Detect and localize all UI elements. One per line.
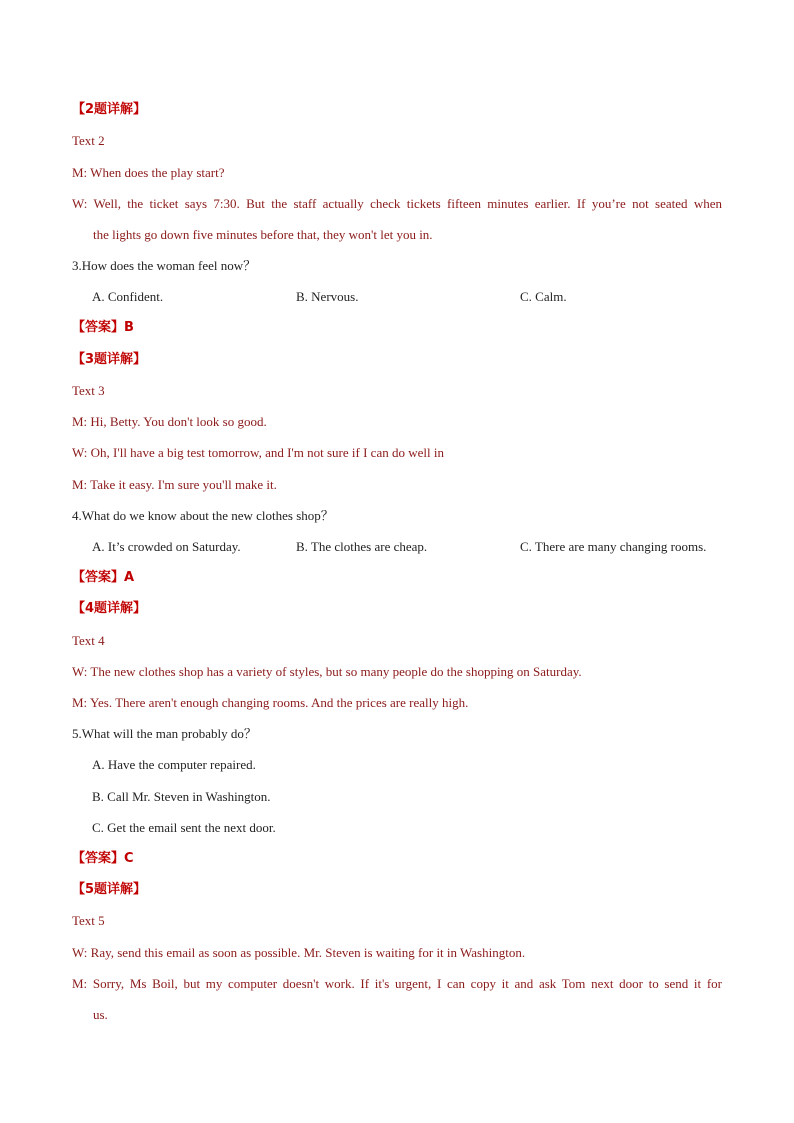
- section-3-heading: 【3题详解】: [72, 352, 147, 367]
- question-4: 4.What do we know about the new clothes shop？: [72, 508, 334, 523]
- text-3-line-1: M: Hi, Betty. You don't look so good.: [72, 414, 267, 429]
- text-4-line-1: W: The new clothes shop has a variety of styles, but so many people do the shopping on Saturday.: [72, 664, 582, 679]
- section-2-heading: 【2题详解】: [72, 102, 147, 117]
- question-4-answer: 【答案】A: [72, 570, 135, 585]
- text-5-line-2: M: Sorry, Ms Boil, but my computer doesn't work. If it's urgent, I can copy it and ask Tom next door to send it for: [72, 976, 722, 991]
- question-5-answer: 【答案】C: [72, 851, 134, 866]
- section-5-heading: 【5题详解】: [72, 882, 147, 897]
- question-5: 5.What will the man probably do？: [72, 726, 257, 741]
- text-4-label: Text 4: [72, 633, 105, 648]
- text-3-label: Text 3: [72, 383, 105, 398]
- text-3-line-3: M: Take it easy. I'm sure you'll make it.: [72, 477, 277, 492]
- section-4-heading: 【4题详解】: [72, 601, 147, 616]
- text-2-line-2-cont: the lights go down five minutes before that, they won't let you in.: [93, 227, 433, 242]
- question-3-option-b: B. Nervous.: [296, 289, 359, 304]
- question-3-option-a: A. Confident.: [92, 289, 164, 304]
- question-4-option-b: B. The clothes are cheap.: [296, 539, 428, 554]
- question-4-option-c: C. There are many changing rooms.: [520, 539, 707, 554]
- text-4-line-2: M: Yes. There aren't enough changing rooms. And the prices are really high.: [72, 695, 469, 710]
- text-5-line-1: W: Ray, send this email as soon as possible. Mr. Steven is waiting for it in Washington.: [72, 945, 526, 960]
- text-2-line-2: W: Well, the ticket says 7:30. But the staff actually check tickets fifteen minutes earlier. If you’re not seated when: [72, 196, 722, 211]
- question-5-option-a: A. Have the computer repaired.: [92, 757, 256, 772]
- text-2-line-1: M: When does the play start?: [72, 165, 225, 180]
- text-5-label: Text 5: [72, 913, 105, 928]
- question-5-option-c: C. Get the email sent the next door.: [92, 820, 276, 835]
- text-2-label: Text 2: [72, 133, 105, 148]
- question-4-option-a: A. It’s crowded on Saturday.: [92, 539, 241, 554]
- question-3-answer: 【答案】B: [72, 320, 134, 335]
- text-5-line-2-cont: us.: [93, 1007, 108, 1022]
- question-5-option-b: B. Call Mr. Steven in Washington.: [92, 789, 271, 804]
- text-3-line-2: W: Oh, I'll have a big test tomorrow, and I'm not sure if I can do well in: [72, 445, 444, 460]
- question-3: 3.How does the woman feel now？: [72, 258, 257, 273]
- question-3-option-c: C. Calm.: [520, 289, 567, 304]
